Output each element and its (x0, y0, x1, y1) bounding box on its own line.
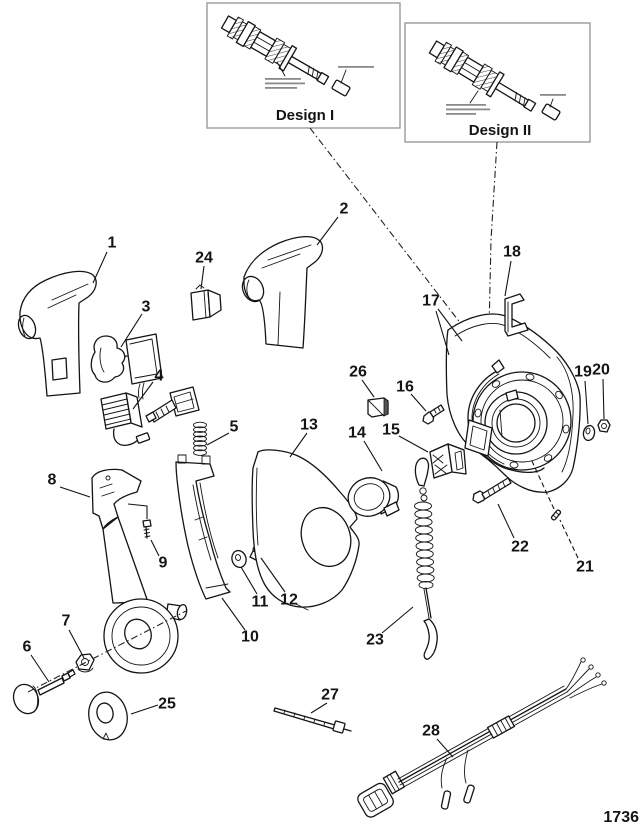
part-callout-19: 19 (574, 363, 592, 381)
part-callout-8: 8 (47, 471, 57, 489)
part-callout-13: 13 (300, 416, 318, 434)
part-callout-6: 6 (22, 638, 32, 656)
design-1-label: Design I (275, 107, 335, 124)
part-26-pad (368, 398, 388, 417)
part-callout-17: 17 (422, 292, 440, 310)
part-callout-14: 14 (348, 424, 366, 442)
part-callout-21: 21 (576, 558, 594, 576)
part-callout-2: 2 (339, 200, 349, 218)
part-callout-18: 18 (503, 243, 521, 261)
part-callout-9: 9 (158, 554, 168, 572)
part-callout-5: 5 (229, 418, 239, 436)
part-callout-23: 23 (366, 631, 384, 649)
part-callout-22: 22 (511, 538, 529, 556)
part-callout-10: 10 (241, 628, 259, 646)
part-callout-25: 25 (158, 695, 176, 713)
design-2-label: Design II (468, 122, 532, 139)
part-callout-11: 11 (251, 593, 269, 611)
part-callout-3: 3 (141, 298, 151, 316)
inset-design-1 (207, 3, 400, 128)
part-callout-27: 27 (321, 686, 339, 704)
part-callout-16: 16 (396, 378, 414, 396)
part-callout-28: 28 (422, 722, 440, 740)
part-callout-12: 12 (280, 591, 298, 609)
part-callout-26: 26 (349, 363, 367, 381)
figure-number: 1736 (603, 809, 639, 826)
inset-design-2 (405, 23, 590, 142)
part-callout-15: 15 (382, 421, 400, 439)
part-20-nut (598, 420, 610, 432)
part-callout-4: 4 (154, 367, 164, 385)
part-callout-7: 7 (61, 612, 71, 630)
part-callout-20: 20 (592, 361, 610, 379)
part-callout-24: 24 (195, 249, 213, 267)
part-callout-1: 1 (107, 234, 117, 252)
part-15-switch-block (430, 444, 466, 478)
